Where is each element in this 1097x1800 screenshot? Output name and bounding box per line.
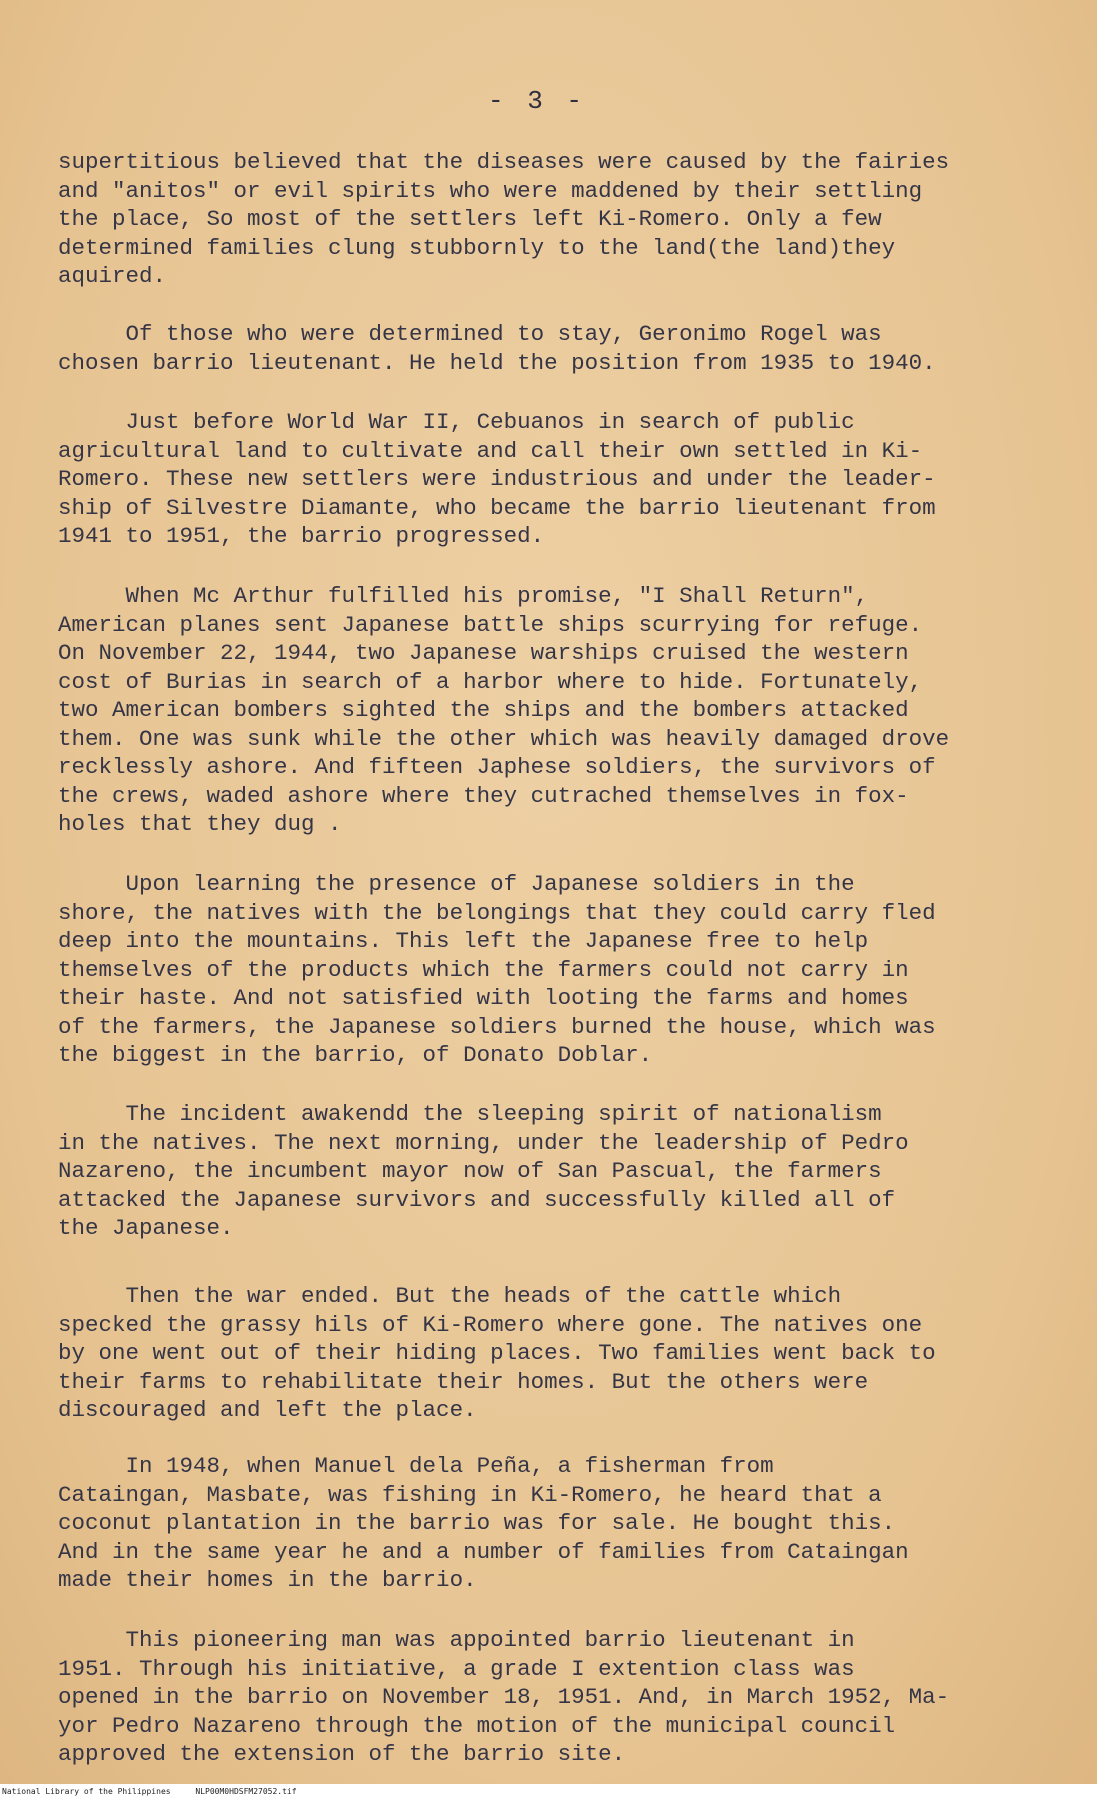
paragraph-6: The incident awakendd the sleeping spirit of nationalism in the natives. The next morning, under the leadership of Pedro Nazareno, the incumbent mayor now of San Pascual, the farmers attacked the Japanese survivors and successfully killed all of the Japanese. <box>58 1101 909 1241</box>
paragraph-8: In 1948, when Manuel dela Peña, a fisherman from Cataingan, Masbate, was fishing in Ki-Romero, he heard that a coconut plantation in the barrio was for sale. He bought this. And in the same year he and a number of families from Cataingan made their homes in the barrio. <box>58 1453 909 1593</box>
page-number: - 3 - <box>488 86 587 116</box>
paragraph-7: Then the war ended. But the heads of the cattle which specked the grassy hils of Ki-Romero where gone. The natives one by one went out of their hiding places. Two families went back to their farms to rehabilitate their homes. But the others were discouraged and left the place. <box>58 1283 936 1423</box>
paragraph-3: Just before World War II, Cebuanos in search of public agricultural land to cultivate and call their own settled in Ki- Romero. These new settlers were industrious and under the leader- ship of Silvestre Diamante, who became the barrio lieutenant from 1941 to 1951, the barrio progressed. <box>58 409 936 549</box>
footer-library: National Library of the Philippines <box>2 1787 171 1796</box>
paragraph-9: This pioneering man was appointed barrio lieutenant in 1951. Through his initiative, a grade I extention class was opened in the barrio on November 18, 1951. And, in March 1952, Ma- yor Pedro Nazareno through the motion of the municipal council approved the extension of the barrio site. <box>58 1627 950 1767</box>
paragraph-1: supertitious believed that the diseases were caused by the fairies and "anitos" or evil spirits who were maddened by their settling the place, So most of the settlers left Ki-Romero. Only a few determined families clung stubbornly to the land(the land)they aquired. <box>58 149 950 289</box>
paragraph-2: Of those who were determined to stay, Geronimo Rogel was chosen barrio lieutenant. He held the position from 1935 to 1940. <box>58 321 936 376</box>
paragraph-4: When Mc Arthur fulfilled his promise, "I Shall Return", American planes sent Japanese battle ships scurrying for refuge. On November 22, 1944, two Japanese warships cruised the western cost of Burias in search of a harbor where to hide. Fortunately, two American bombers sighted the ships and the bombers attacked them. One was sunk while the other which was heavily damaged drove recklessly ashore. And fifteen Japhese soldiers, the survivors of the crews, waded ashore where they cutrached themselves in fox- holes that they dug . <box>58 583 950 837</box>
scan-footer <box>0 1784 1097 1800</box>
footer-file: NLP00M0HDSFM27052.tif <box>195 1787 297 1796</box>
paragraph-5: Upon learning the presence of Japanese soldiers in the shore, the natives with the belongings that they could carry fled deep into the mountains. This left the Japanese free to help themselves of the products which the farmers could not carry in their haste. And not satisfied with looting the farms and homes of the farmers, the Japanese soldiers burned the house, which was the biggest in the barrio, of Donato Doblar. <box>58 871 936 1068</box>
